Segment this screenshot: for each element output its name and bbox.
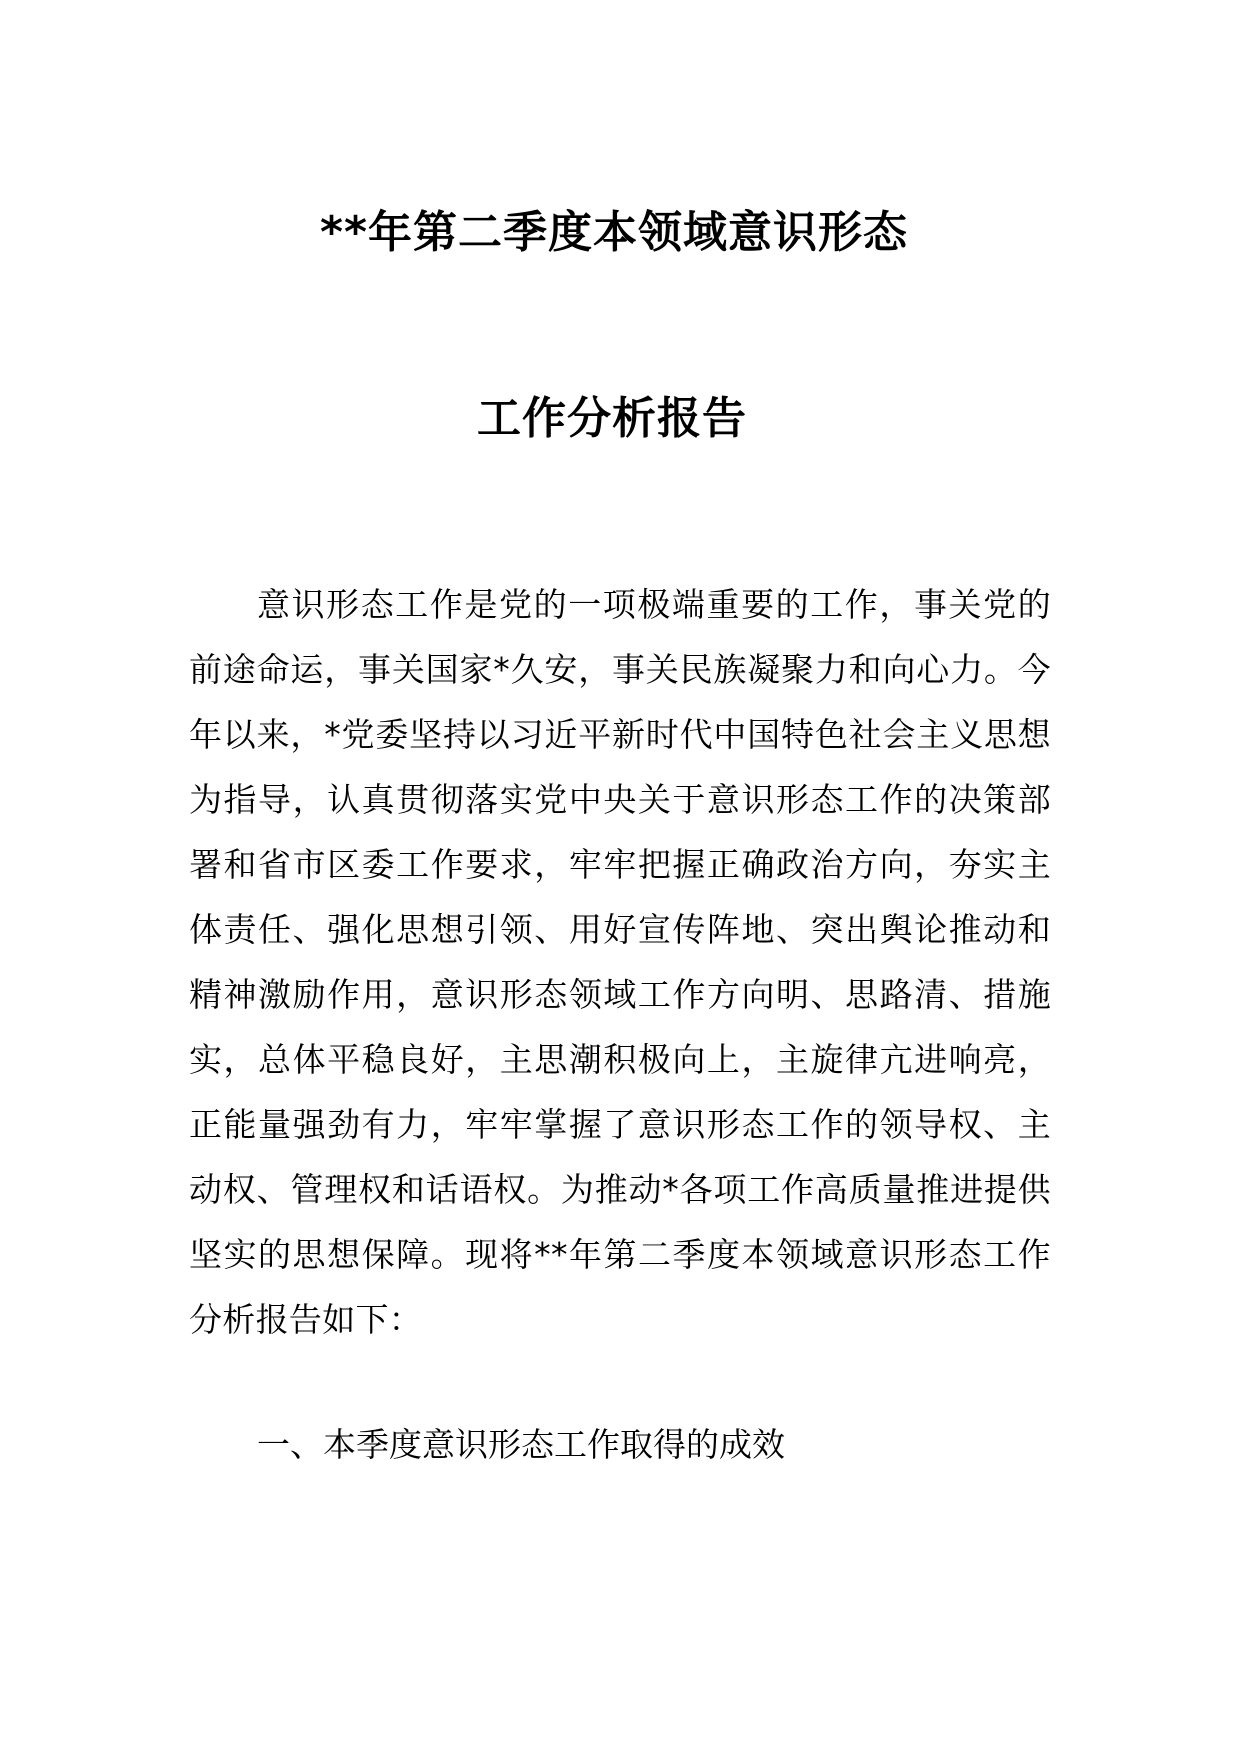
document-title-line-1: **年第二季度本领域意识形态 xyxy=(319,207,909,258)
document-title-line-2: 工作分析报告 xyxy=(477,393,747,444)
intro-paragraph: 意识形态工作是党的一项极端重要的工作，事关党的前途命运，事关国家*久安，事关民族凝聚力和向心力。今年以来，*党委坚持以习近平新时代中国特色社会主义思想为指导，认真贯彻落实党中央关于意识形态工作的决策部署和省市区委工作要求，牢牢把握正确政治方向，夯实主体责任、强化思想引领、用好宣传阵地、突出舆论推动和精神激励作用，意识形态领域工作方向明、思路清、措施实，总体平稳良好，主思潮积极向上，主旋律亢进响亮，正能量强劲有力，牢牢掌握了意识形态工作的领导权、主动权、管理权和话语权。为推动*各项工作高质量推进提供坚实的思想保障。现将**年第二季度本领域意识形态工作分析报告如下： xyxy=(189,585,1051,1339)
section-heading-1: 一、本季度意识形态工作取得的成效 xyxy=(257,1425,785,1464)
